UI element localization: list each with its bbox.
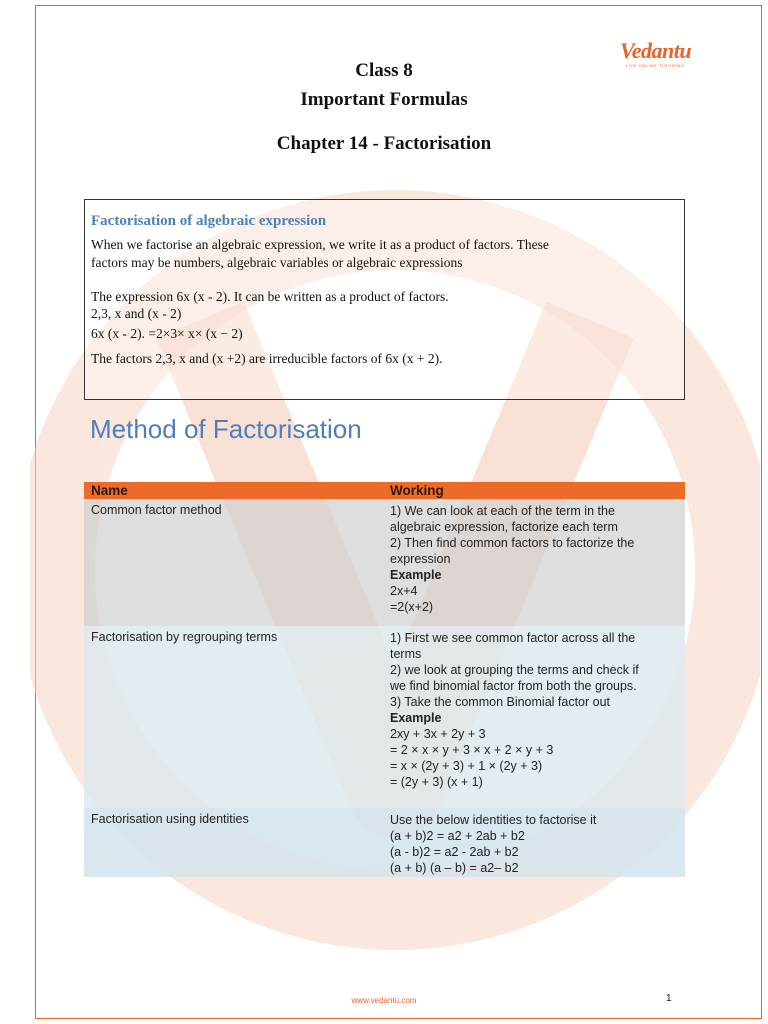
example-label: Example <box>390 568 442 582</box>
example-label: Example <box>390 711 442 725</box>
identity-line: (a + b) (a – b) = a2– b2 <box>390 861 519 875</box>
method-name-cell: Factorisation using identities <box>91 812 249 826</box>
working-line: 1) First we see common factor across all the <box>390 631 636 645</box>
working-line: expression <box>390 552 451 566</box>
working-line: 3) Take the common Binomial factor out <box>390 695 611 709</box>
intro-example-line: The expression 6x (x - 2). It can be written as a product of factors. <box>91 289 449 304</box>
method-working-cell <box>390 630 680 790</box>
working-line: 2) Then find common factors to factorize the <box>390 536 635 550</box>
method-name-cell: Common factor method <box>91 503 222 517</box>
column-header-working: Working <box>390 483 444 498</box>
table-row <box>84 499 685 626</box>
page-number: 1 <box>666 993 672 1004</box>
working-line: = 2 × x × y + 3 × x + 2 × y + 3 <box>390 743 554 757</box>
intro-example-line: 2,3, x and (x - 2) <box>91 306 182 321</box>
method-name-cell: Factorisation by regrouping terms <box>91 630 278 644</box>
working-line: 2x+4 <box>390 584 418 598</box>
logo-wordmark: Vedantu <box>620 38 692 63</box>
intro-para-line: factors may be numbers, algebraic variables or algebraic expressions <box>91 255 463 270</box>
identity-line: (a + b)2 = a2 + 2ab + b2 <box>390 829 525 843</box>
method-working-cell <box>390 812 680 876</box>
logo-tagline: LIVE ONLINE TUTORING <box>626 63 685 68</box>
page-subtitle: Important Formulas <box>300 89 468 110</box>
intro-para-line: When we factorise an algebraic expression, we write it as a product of factors. These <box>91 237 549 252</box>
table-row <box>84 626 685 808</box>
working-line: we find binomial factor from both the groups. <box>390 679 637 693</box>
working-line: Use the below identities to factorise it <box>390 813 597 827</box>
method-working-cell <box>390 503 680 615</box>
intro-conclusion: The factors 2,3, x and (x +2) are irreducible factors of 6x (x + 2). <box>91 351 443 366</box>
footer-website-link[interactable]: www.vedantu.com <box>351 996 417 1005</box>
table-header-row <box>84 482 685 499</box>
working-line: 1) We can look at each of the term in the <box>390 504 615 518</box>
column-header-name: Name <box>91 483 128 498</box>
working-line: algebraic expression, factorize each term <box>390 520 618 534</box>
working-line: = (2y + 3) (x + 1) <box>390 775 483 789</box>
method-table <box>84 482 685 877</box>
intro-box <box>84 199 685 400</box>
identity-line: (a - b)2 = a2 - 2ab + b2 <box>390 845 519 859</box>
class-label: Class 8 <box>355 60 413 81</box>
working-line: = x × (2y + 3) + 1 × (2y + 3) <box>390 759 543 773</box>
method-section-title: Method of Factorisation <box>90 414 362 444</box>
working-line: 2) we look at grouping the terms and check if <box>390 663 639 677</box>
table-row <box>84 808 685 877</box>
working-line: =2(x+2) <box>390 600 434 614</box>
intro-box-title: Factorisation of algebraic expression <box>91 213 327 229</box>
working-line: terms <box>390 647 422 661</box>
working-line: 2xy + 3x + 2y + 3 <box>390 727 486 741</box>
chapter-title: Chapter 14 - Factorisation <box>276 133 492 154</box>
intro-equation: 6x (x - 2). =2×3× x× (x − 2) <box>91 326 243 341</box>
